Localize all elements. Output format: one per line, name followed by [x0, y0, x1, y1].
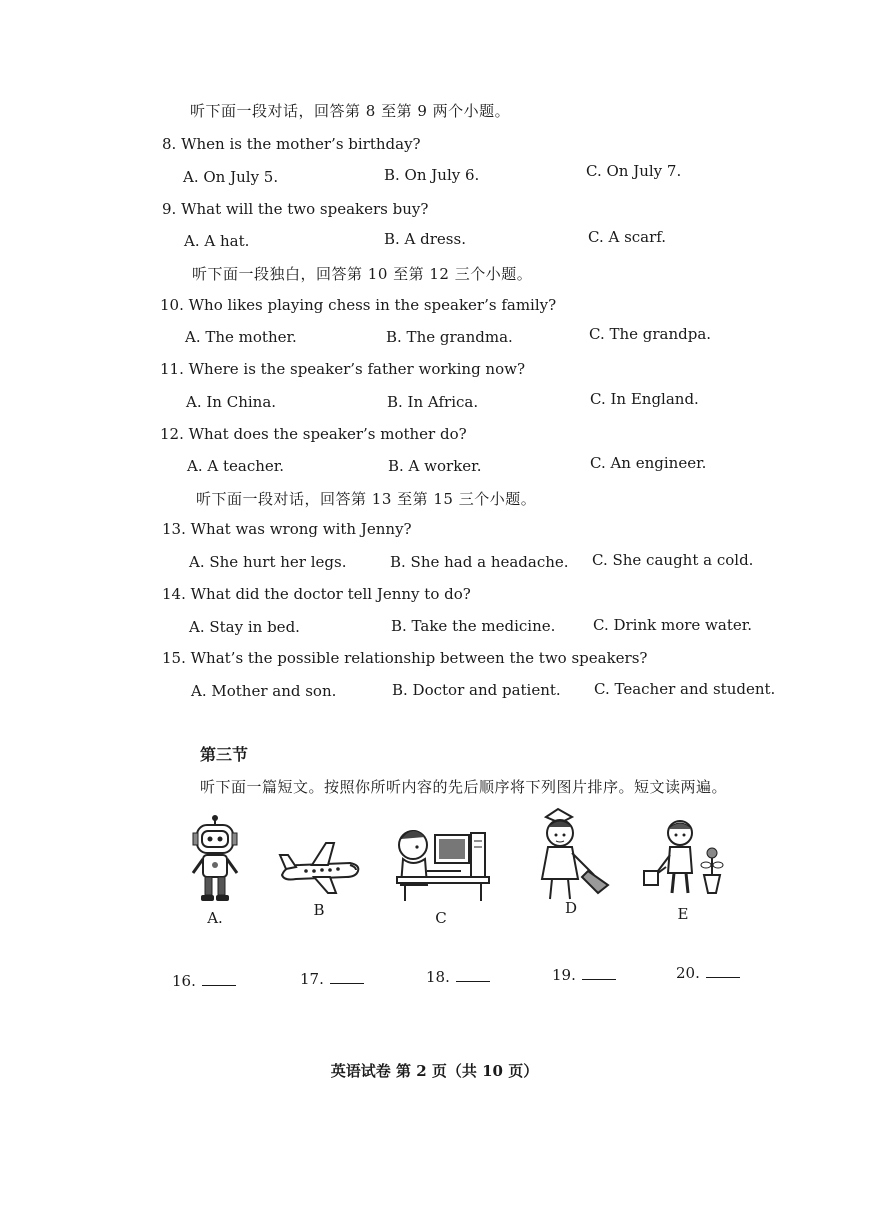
section-3-title: 第三节 — [200, 745, 249, 764]
answer-blank-17[interactable] — [300, 970, 364, 988]
instruction-dialogue-8-9: 听下面一段对话，回答第 8 至第 9 两个小题。 — [190, 102, 511, 120]
blank-number-16: 16. — [172, 972, 196, 990]
option-8a: A. On July 5. — [183, 168, 279, 186]
question-12: 12. What does the speaker’s mother do? — [160, 425, 467, 443]
option-10a: A. The mother. — [185, 328, 297, 346]
picture-e — [628, 815, 738, 923]
blank-number-18: 18. — [426, 968, 450, 986]
option-15c: C. Teacher and student. — [594, 680, 776, 698]
picture-a-label: A. — [207, 909, 223, 927]
blank-line — [330, 971, 364, 984]
option-13a: A. She hurt her legs. — [189, 553, 347, 571]
question-11: 11. Where is the speaker’s father working now? — [160, 360, 526, 378]
option-14a: A. Stay in bed. — [189, 618, 300, 636]
option-11b: B. In Africa. — [387, 393, 479, 411]
blank-line — [582, 967, 616, 980]
picture-d — [516, 805, 626, 917]
option-14c: C. Drink more water. — [593, 616, 753, 634]
option-15b: B. Doctor and patient. — [392, 681, 561, 699]
blank-line — [706, 965, 740, 978]
girl-sweeping-icon — [528, 805, 614, 905]
picture-d-label: D — [564, 899, 578, 917]
answer-blank-18[interactable] — [426, 968, 490, 986]
question-9: 9. What will the two speakers buy? — [162, 200, 429, 218]
blank-number-20: 20. — [676, 964, 700, 982]
option-13c: C. She caught a cold. — [592, 551, 754, 569]
picture-b — [264, 825, 374, 919]
answer-blank-19[interactable] — [552, 966, 616, 984]
robot-icon — [185, 815, 245, 905]
answer-blank-20[interactable] — [676, 964, 740, 982]
option-12b: B. A worker. — [388, 457, 482, 475]
option-14b: B. Take the medicine. — [391, 617, 556, 635]
answer-blank-16[interactable] — [172, 972, 236, 990]
option-12a: A. A teacher. — [187, 457, 285, 475]
blank-line — [456, 969, 490, 982]
option-11a: A. In China. — [186, 393, 277, 411]
option-15a: A. Mother and son. — [191, 682, 337, 700]
option-9a: A. A hat. — [184, 232, 250, 250]
instruction-dialogue-13-15: 听下面一段对话，回答第 13 至第 15 三个小题。 — [196, 490, 537, 508]
option-8c: C. On July 7. — [586, 162, 682, 180]
option-11c: C. In England. — [590, 390, 699, 408]
picture-c — [386, 815, 496, 927]
question-13: 13. What was wrong with Jenny? — [162, 520, 412, 538]
question-15: 15. What’s the possible relationship between the two speakers? — [162, 649, 648, 667]
computer-user-icon — [391, 815, 491, 905]
picture-c-label: C — [435, 909, 447, 927]
page-footer: 英语试卷 第 2 页（共 10 页） — [330, 1062, 539, 1080]
question-14: 14. What did the doctor tell Jenny to do? — [162, 585, 471, 603]
blank-number-17: 17. — [300, 970, 324, 988]
instruction-monologue-10-12: 听下面一段独白，回答第 10 至第 12 三个小题。 — [192, 265, 533, 283]
blank-line — [202, 973, 236, 986]
option-13b: B. She had a headache. — [390, 553, 569, 571]
picture-b-label: B — [313, 901, 325, 919]
option-10b: B. The grandma. — [386, 328, 513, 346]
picture-e-label: E — [677, 905, 689, 923]
option-8b: B. On July 6. — [384, 166, 480, 184]
option-9c: C. A scarf. — [588, 228, 667, 246]
picture-a — [160, 815, 270, 927]
option-12c: C. An engineer. — [590, 454, 707, 472]
boy-watering-plants-icon — [638, 815, 728, 901]
option-9b: B. A dress. — [384, 230, 466, 248]
picture-row — [0, 815, 869, 935]
question-8: 8. When is the mother’s birthday? — [162, 135, 421, 153]
option-10c: C. The grandpa. — [589, 325, 712, 343]
question-10: 10. Who likes playing chess in the speaker’s family? — [160, 296, 557, 314]
blank-number-19: 19. — [552, 966, 576, 984]
airplane-icon — [276, 825, 362, 905]
section-3-instruction: 听下面一篇短文。按照你所听内容的先后顺序将下列图片排序。短文读两遍。 — [200, 778, 728, 796]
